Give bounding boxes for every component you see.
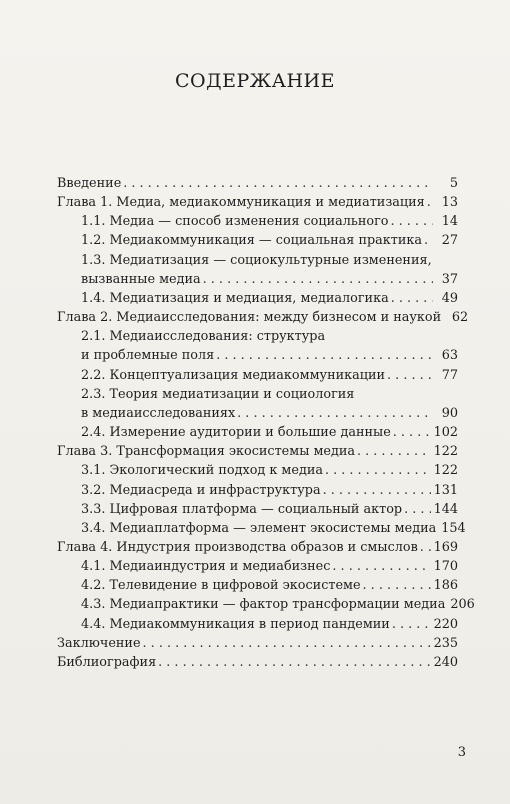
toc-entry-1-1[interactable] — [57, 212, 458, 231]
dot-leader — [387, 366, 433, 385]
toc-entry-3-2[interactable] — [57, 481, 458, 500]
toc-entry-label: Введение — [57, 176, 122, 191]
toc-entry-page: 14 — [441, 214, 458, 230]
toc-entry-label: в медиаисследованиях — [81, 405, 236, 421]
table-of-contents — [57, 174, 475, 672]
toc-entry-bibliography[interactable] — [57, 653, 458, 672]
toc-entry-4-1[interactable] — [57, 557, 458, 576]
toc-entry-label: 3.4. Медиаплатформа — элемент экосистемы медиа — [81, 520, 437, 536]
dot-leader — [325, 461, 431, 480]
toc-entry-page: 170 — [433, 559, 458, 575]
dot-leader — [123, 174, 433, 193]
toc-entry-page: 37 — [441, 271, 458, 287]
toc-entry-page: 102 — [433, 425, 458, 441]
toc-entry-page: 206 — [450, 597, 475, 613]
toc-entry-label: 4.1. Медиаиндустрия и медиабизнес — [81, 559, 331, 575]
toc-entry-page: 186 — [433, 578, 458, 594]
toc-entry-page: 131 — [433, 482, 458, 498]
toc-entry-page: 77 — [441, 367, 458, 383]
toc-entry-label: 1.3. Медиатизация — социокультурные изменения, — [81, 252, 432, 268]
toc-entry-3-3[interactable] — [57, 500, 458, 519]
toc-entry-chapter-1[interactable] — [57, 193, 458, 212]
page-title: СОДЕРЖАНИЕ — [175, 70, 335, 92]
toc-entry-introduction[interactable] — [57, 174, 458, 193]
toc-entry-page: 240 — [433, 654, 458, 670]
dot-leader — [391, 289, 433, 308]
dot-leader — [203, 270, 433, 289]
toc-entry-page: 169 — [433, 539, 458, 555]
dot-leader — [323, 481, 431, 500]
toc-entry-4-3[interactable] — [57, 595, 475, 614]
toc-entry-chapter-3[interactable] — [57, 442, 458, 461]
toc-entry-page: 235 — [433, 635, 458, 651]
toc-entry-2-1-line2[interactable] — [57, 346, 458, 365]
toc-entry-label: 2.1. Медиаисследования: структура — [81, 329, 326, 345]
toc-entry-chapter-4[interactable] — [57, 538, 458, 557]
toc-entry-label: Глава 4. Индустрия производства образов и смыслов — [57, 539, 418, 555]
dot-leader — [158, 653, 430, 672]
toc-entry-1-3-line1[interactable] — [57, 251, 458, 270]
toc-entry-label: и проблемные поля — [81, 348, 215, 364]
toc-entry-label: Заключение — [57, 635, 141, 651]
toc-entry-2-3-line1[interactable] — [57, 385, 458, 404]
toc-entry-2-4[interactable] — [57, 423, 458, 442]
toc-entry-page: 62 — [451, 310, 469, 326]
toc-entry-1-3-line2[interactable] — [57, 270, 458, 289]
toc-entry-1-2[interactable] — [57, 231, 458, 250]
toc-entry-conclusion[interactable] — [57, 634, 458, 653]
toc-entry-page: 63 — [441, 348, 458, 364]
toc-entry-page: 220 — [433, 616, 458, 632]
toc-entry-label: Глава 3. Трансформация экосистемы медиа — [57, 444, 356, 460]
toc-entry-label: Глава 1. Медиа, медиакоммуникация и медиатизация — [57, 195, 425, 211]
toc-entry-page: 49 — [441, 290, 458, 306]
toc-entry-2-2[interactable] — [57, 366, 458, 385]
toc-entry-label: Библиография — [57, 654, 157, 670]
dot-leader — [216, 346, 433, 365]
dot-leader — [143, 634, 431, 653]
dot-leader — [332, 557, 430, 576]
toc-entry-1-4[interactable] — [57, 289, 458, 308]
toc-entry-page: 27 — [441, 233, 458, 249]
toc-entry-label: 4.3. Медиапрактики — фактор трансформации медиа — [81, 597, 446, 613]
toc-entry-label: 1.2. Медиакоммуникация — социальная практика — [81, 233, 423, 249]
toc-entry-label: 4.2. Телевидение в цифровой экосистеме — [81, 578, 361, 594]
toc-entry-label: 2.3. Теория медиатизации и социология — [81, 386, 355, 402]
toc-entry-4-4[interactable] — [57, 615, 458, 634]
toc-entry-label: 3.3. Цифровая платформа — социальный актор — [81, 501, 403, 517]
toc-entry-label: 1.1. Медиа — способ изменения социального — [81, 214, 389, 230]
toc-entry-page: 122 — [433, 444, 458, 460]
toc-entry-page: 5 — [449, 176, 458, 191]
dot-leader — [424, 231, 433, 250]
dot-leader — [420, 538, 431, 557]
toc-entry-page: 90 — [441, 405, 458, 421]
dot-leader — [391, 212, 433, 231]
toc-entry-label: Глава 2. Медиаисследования: между бизнесом и наукой — [57, 310, 442, 326]
toc-entry-label: 1.4. Медиатизация и медиация, медиалогика — [81, 290, 389, 306]
toc-entry-2-1-line1[interactable] — [57, 327, 458, 346]
toc-entry-4-2[interactable] — [57, 576, 458, 595]
dot-leader — [237, 404, 433, 423]
dot-leader — [392, 615, 431, 634]
toc-entry-label: 2.2. Концептуализация медиакоммуникации — [81, 367, 386, 383]
toc-entry-3-1[interactable] — [57, 461, 458, 480]
toc-entry-page: 13 — [441, 195, 458, 211]
dot-leader — [363, 576, 431, 595]
dot-leader — [393, 423, 431, 442]
toc-entry-2-3-line2[interactable] — [57, 404, 458, 423]
dot-leader — [357, 442, 431, 461]
toc-entry-label: 3.1. Экологический подход к медиа — [81, 463, 323, 479]
toc-entry-label: вызванные медиа — [81, 271, 201, 287]
toc-entry-chapter-2[interactable] — [57, 308, 469, 327]
toc-entry-3-4[interactable] — [57, 519, 466, 538]
toc-entry-page: 144 — [433, 501, 458, 517]
page-number: 3 — [457, 745, 466, 760]
toc-entry-label: 3.2. Медиасреда и инфраструктура — [81, 482, 321, 498]
dot-leader — [404, 500, 430, 519]
toc-entry-page: 154 — [441, 520, 466, 536]
toc-entry-page: 122 — [433, 463, 458, 479]
toc-entry-label: 2.4. Измерение аудитории и большие данные — [81, 425, 391, 441]
toc-entry-label: 4.4. Медиакоммуникация в период пандемии — [81, 616, 390, 632]
